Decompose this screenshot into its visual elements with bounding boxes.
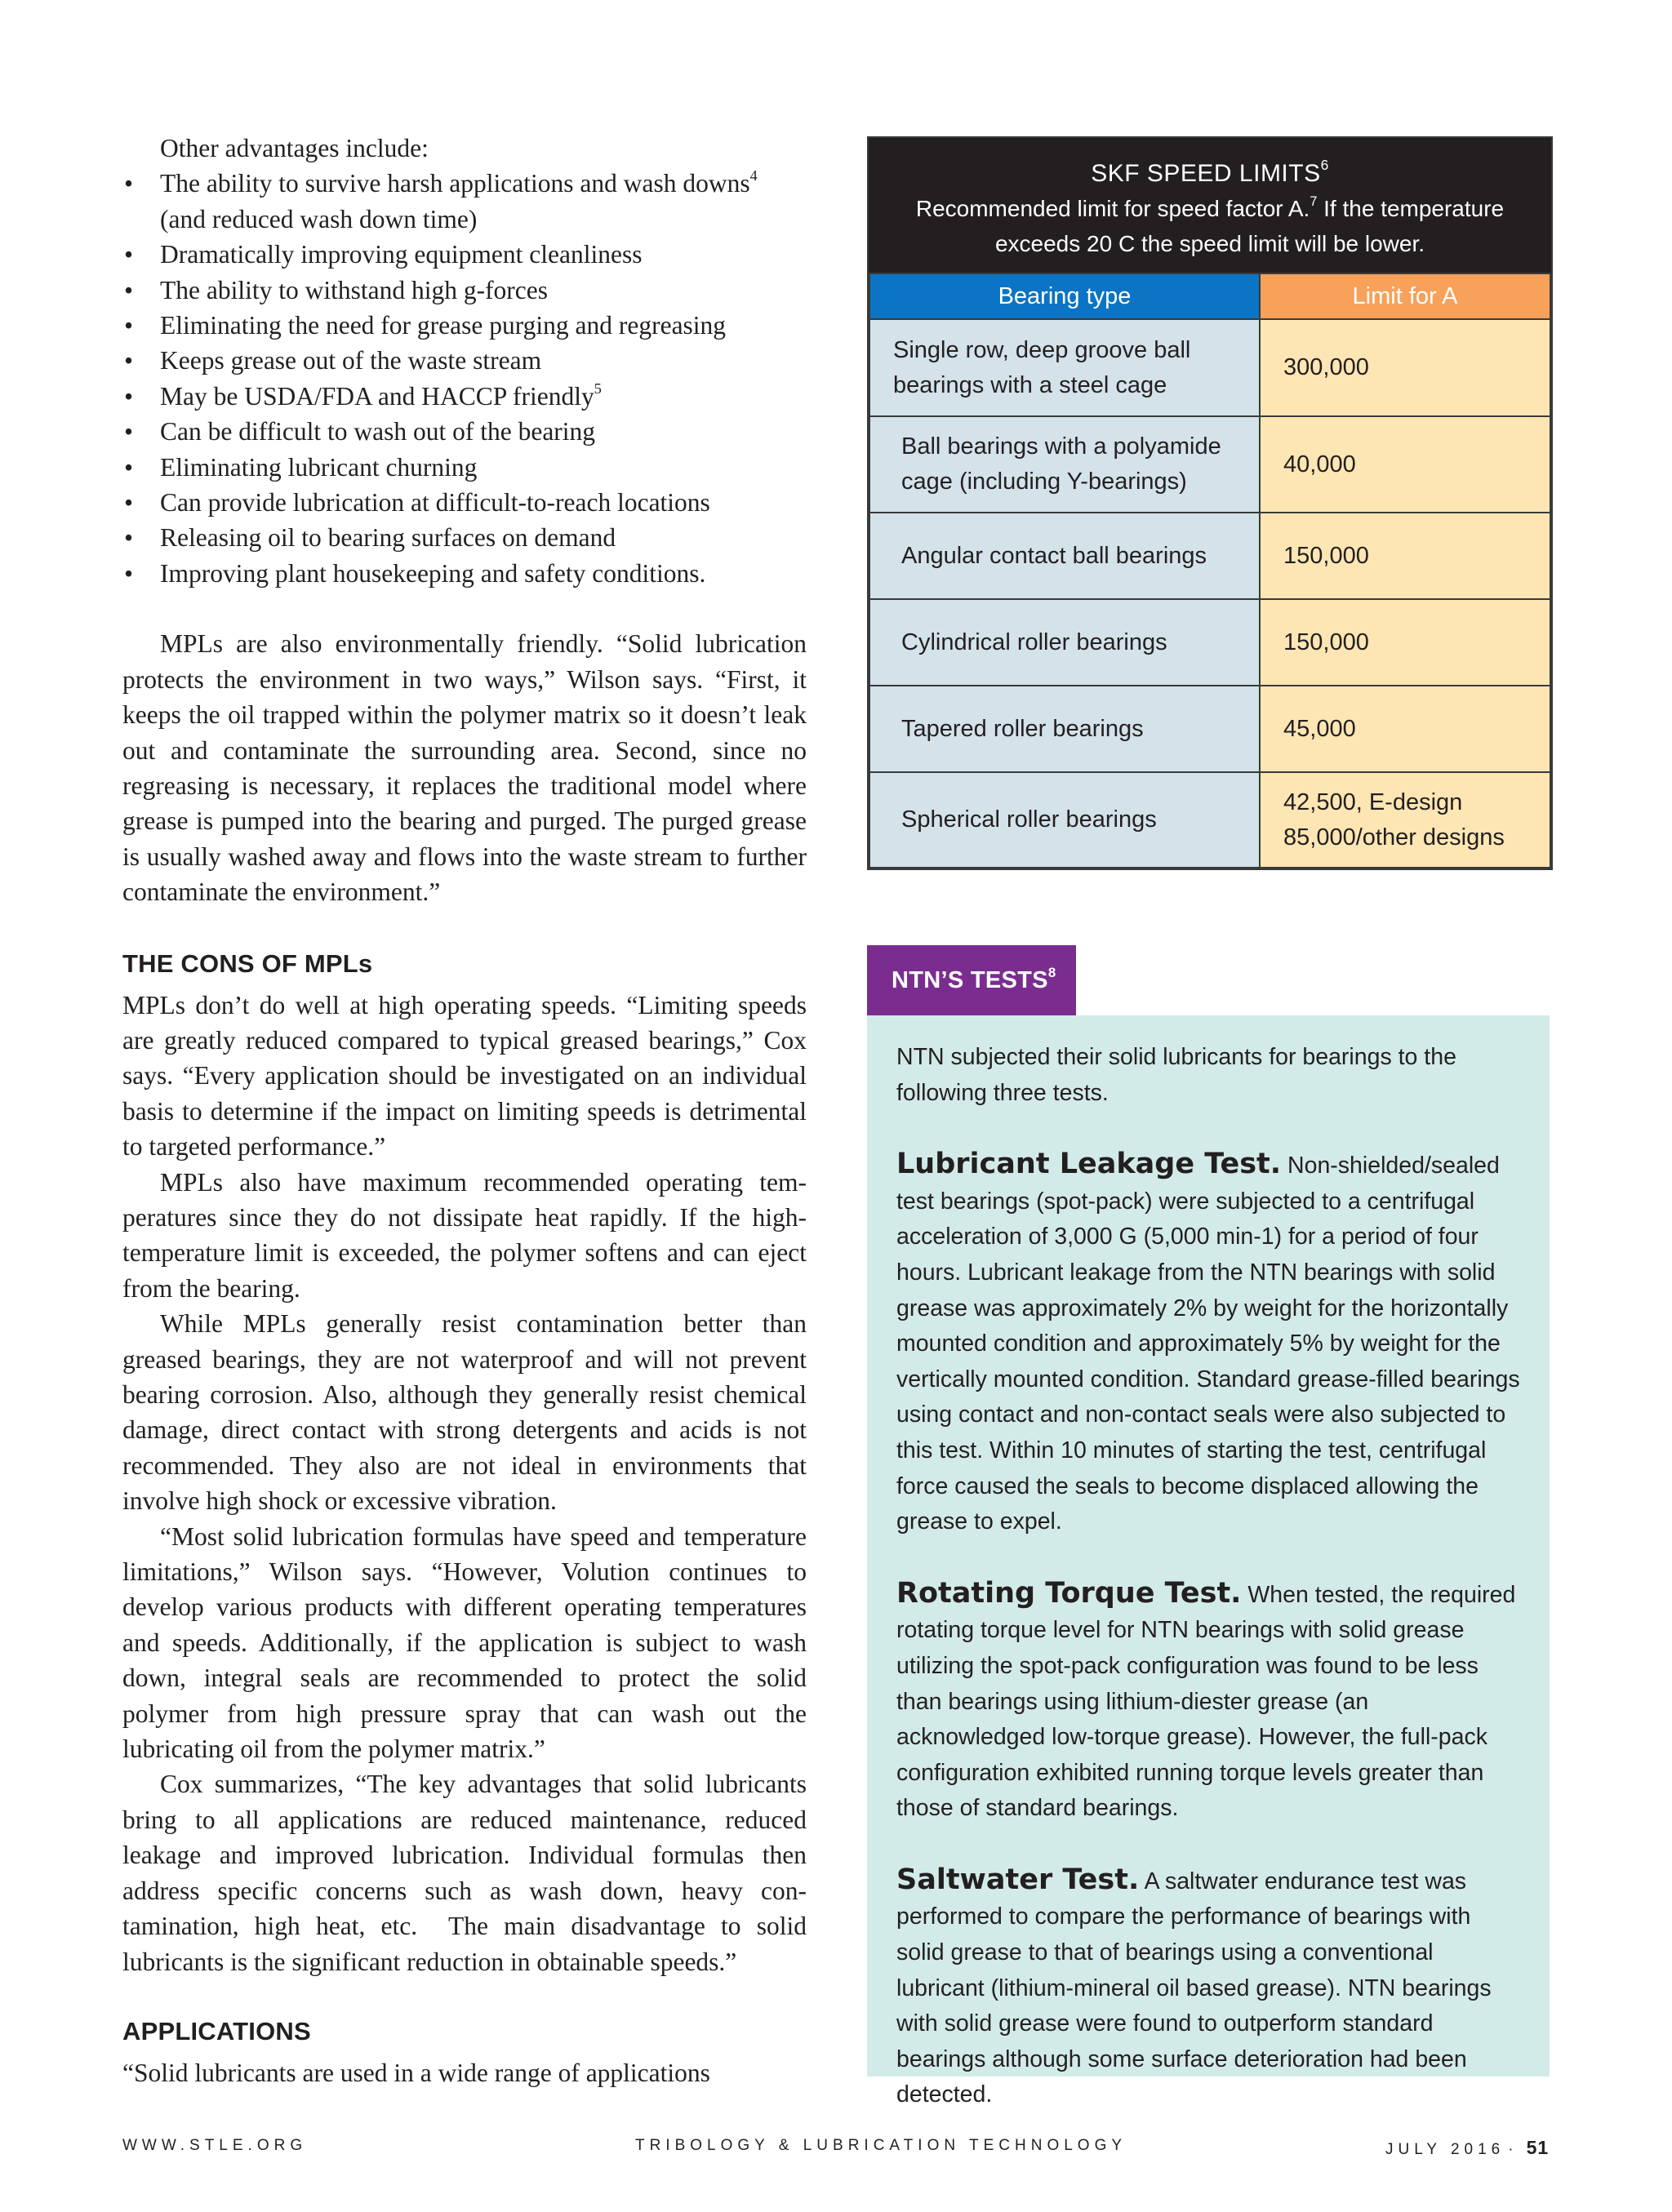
column-header-limit: Limit for A xyxy=(1260,273,1550,319)
article-left-column xyxy=(122,131,807,2090)
ntn-test-leakage: Lubricant Leakage Test. Non-shielded/sealed test bearings (spot-pack) were subjected to a centrifugal acceleration of 3,000 G (5,000 min-1) for a period of four hours. Lubricant leakage from the NTN bearings with solid grease was approximately 2% by weight for the horizontally mounted condition and approximately 5% by weight for the vertically mounted condition. Standard grease-filled bearings using contact and non-contact seals were also subjected to this test. Within 10 minutes of starting the test, centrifugal force caused the seals to become displaced allowing the grease to expel. xyxy=(896,1148,1520,1535)
footer-publication: TRIBOLOGY & LUBRICATION TECHNOLOGY xyxy=(635,2137,1127,2154)
footer-dot: · xyxy=(1508,2141,1519,2158)
limit-cell: 150,000 xyxy=(1260,513,1550,599)
skf-table-subtitle: Recommended limit for speed factor A.$^7$ If the temperature exceeds 20 C the speed limit will be lower. xyxy=(915,194,1505,256)
list-item: • Eliminating lubricant churning xyxy=(122,450,807,485)
ntn-tests-box xyxy=(867,1015,1550,2108)
bearing-type-cell: Ball bearings with a polyamide cage (including Y-bearings) xyxy=(869,416,1260,513)
skf-speed-limits-table xyxy=(867,136,1553,870)
list-item: • Releasing oil to bearing surfaces on demand xyxy=(122,520,807,555)
list-item: • Keeps grease out of the waste stream xyxy=(122,343,807,378)
test-name: Lubricant Leakage Test. xyxy=(896,1148,1282,1181)
heading-applications: APPLICATIONS xyxy=(122,2016,311,2045)
list-item: • Eliminating the need for grease purging and regreasing xyxy=(122,308,807,343)
bearing-type-cell: Cylindrical roller bearings xyxy=(869,599,1260,686)
heading-cons: THE CONS OF MPLs xyxy=(122,948,373,978)
cons-paragraph: MPLs don’t do well at high operating speeds. “Limiting speeds are greatly reduced compared to typical greased bearings,” Cox says. “Every application should be investigated on an individual basis to determine if the impact on limiting speeds is detrimental to targeted performance.” xyxy=(122,990,807,1162)
footer-website: WWW.STLE.ORG xyxy=(122,2137,308,2154)
ntn-test-saltwater: Saltwater Test. A saltwater endurance test was performed to compare the performance of bearings with solid grease to that of bearings using a conventional lubricant (lithium-mineral oil based grease). NTN bearings with solid grease were found to outperform standard bearings although some surface deterioration had been detected. xyxy=(896,1863,1492,2108)
applications-paragraph: “Solid lubricants are used in a wide range of applications xyxy=(122,2058,710,2087)
list-item: • The ability to survive harsh applications and wash downs$^4$ (and reduced wash down time) xyxy=(122,166,807,237)
ntn-intro: NTN subjected their solid lubricants for bearings to the following three tests. xyxy=(896,1044,1456,1106)
ntn-tests-tab: NTN’S TESTS$^8$ xyxy=(867,945,1076,1015)
bearing-type-cell: Single row, deep groove ball bearings with a steel cage xyxy=(869,319,1260,416)
limit-cell: 300,000 xyxy=(1260,319,1550,416)
advantages-intro: Other advantages include: xyxy=(160,134,429,162)
table-row xyxy=(869,599,1550,686)
advantages-list xyxy=(122,166,807,591)
page-number: 51 xyxy=(1526,2137,1550,2158)
skf-table-header xyxy=(869,138,1551,273)
environment-paragraph: MPLs are also environmentally friendly. “Solid lubrication protects the environment in two ways,” Wilson says. “First, it keeps the oil trapped within the polymer matrix so it doesn’t leak out and contaminate the surrounding area. Second, since no regreasing is necessary, it replaces the traditional model where grease is pumped into the bearing and purged. The purged grease is usually washed away and flows into the waste stream to further contaminate the environment.” xyxy=(122,629,807,907)
cons-paragraph: “Most solid lubrication formulas have speed and temperature limitations,” Wilson says. “However, Volution continues to develop various products with different operating temperatures and speeds. Additionally, if the application is subject to wash down, integral seals are recommended to protect the solid polymer from high pressure spray that can wash out the lubricating oil from the polymer matrix.” xyxy=(122,1521,807,1764)
table-row xyxy=(869,319,1550,416)
list-item: • Dramatically improving equipment cleanliness xyxy=(122,237,807,272)
limit-cell: 45,000 xyxy=(1260,686,1550,772)
limit-cell: 42,500, E-design 85,000/other designs xyxy=(1260,772,1550,868)
list-item: • Can be difficult to wash out of the bearing xyxy=(122,414,807,449)
ntn-test-torque: Rotating Torque Test. When tested, the required rotating torque level for NTN bearings with solid grease utilizing the spot-pack configuration was found to be less than bearings using lithium-diester grease (an acknowledged low-torque grease). However, the full-pack configuration exhibited running torque levels greater than those of standard bearings. xyxy=(896,1576,1516,1822)
cons-paragraph: Cox summarizes, “The key advantages that solid lubricants bring to all applications are reduced maintenance, reduced leakage and improved lubrication. Individual formulas then address specific concerns such as wash down, heavy contamination, high heat, etc. The main disadvantage to solid lubricants is the significant reduction in obtainable speeds.” xyxy=(122,1770,807,1976)
cons-paragraph: MPLs also have maximum recommended operating temperatures since they do not dissipate heat rapidly. If the high-temperature limit is exceeded, the polymer softens and can eject from the bearing. xyxy=(122,1167,807,1303)
test-name: Saltwater Test. xyxy=(896,1863,1140,1896)
limit-cell: 150,000 xyxy=(1260,599,1550,686)
limit-cell: 40,000 xyxy=(1260,416,1550,513)
cons-paragraph: While MPLs generally resist contamination better than greased bearings, they are not waterproof and will not prevent bearing corrosion. Also, although they generally resist chemical damage, direct contact with strong detergents and acids is not recommended. They also are not ideal in environments that involve high shock or excessive vibration. xyxy=(122,1309,807,1516)
table-row xyxy=(869,416,1550,513)
table-row xyxy=(869,686,1550,772)
skf-grid xyxy=(869,273,1551,868)
table-row xyxy=(869,772,1550,868)
list-item: • The ability to withstand high g-forces xyxy=(122,273,807,308)
footer-date-page xyxy=(1385,2137,1549,2161)
bearing-type-cell: Spherical roller bearings xyxy=(869,772,1260,868)
column-header-bearing-type: Bearing type xyxy=(869,273,1260,319)
bearing-type-cell: Angular contact ball bearings xyxy=(869,513,1260,599)
list-item: • Can provide lubrication at difficult-to-reach locations xyxy=(122,485,807,520)
footer-date: JULY 2016 xyxy=(1385,2141,1505,2158)
bearing-type-cell: Tapered roller bearings xyxy=(869,686,1260,772)
test-name: Rotating Torque Test. xyxy=(896,1576,1242,1610)
table-row xyxy=(869,513,1550,599)
skf-table-title: SKF SPEED LIMITS$^6$ xyxy=(1091,157,1329,187)
list-item: • May be USDA/FDA and HACCP friendly$^5$ xyxy=(122,379,807,414)
list-item: • Improving plant housekeeping and safety conditions. xyxy=(122,556,807,591)
